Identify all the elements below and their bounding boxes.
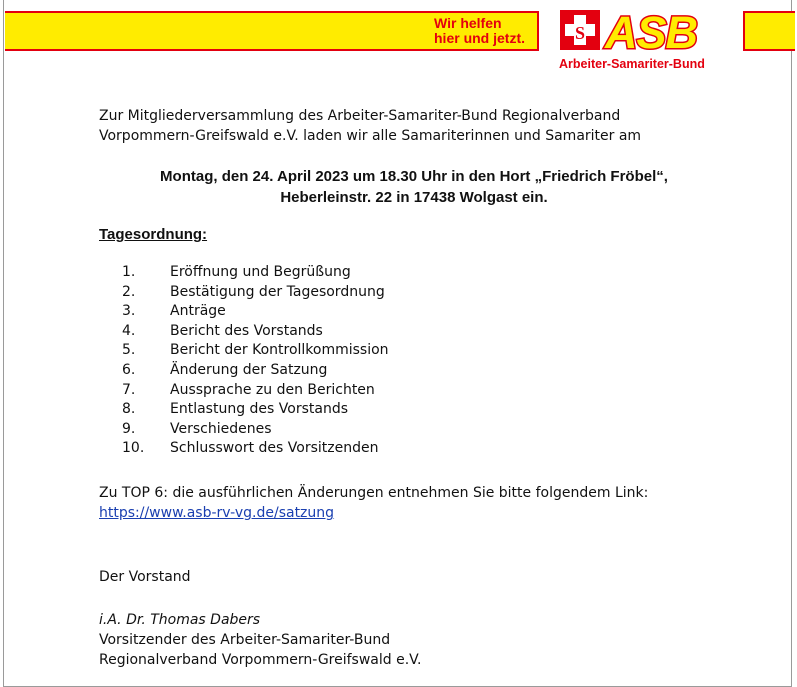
svg-text:S: S (574, 23, 586, 43)
agenda-item (122, 341, 389, 361)
agenda-item (122, 381, 389, 401)
header-band-right (743, 11, 795, 51)
asb-logo-mark (557, 7, 737, 57)
agenda-item-text: Bestätigung der Tagesordnung (170, 283, 385, 300)
signatory-role-line-1: Vorsitzender des Arbeiter-Samariter-Bund (99, 632, 391, 648)
slogan-line-2: hier und jetzt. (434, 30, 525, 46)
agenda-item-text: Eröffnung und Begrüßung (170, 264, 351, 280)
agenda-item-text: Bericht der Kontrollkommission (170, 342, 389, 359)
logo-subtitle: Arbeiter-Samariter-Bund (559, 57, 705, 71)
header-band-left (5, 11, 539, 51)
agenda-item (122, 420, 389, 440)
meeting-details (64, 166, 764, 208)
logo-wordmark: ASB (605, 7, 698, 57)
agenda-item-text: Änderung der Satzung (170, 361, 328, 378)
agenda-item-number: 10. (122, 440, 145, 457)
agenda-item-number: 5. (122, 342, 136, 359)
agenda-item-number: 8. (122, 401, 136, 418)
intro-line-2: Vorpommern-Greifswald e.V. laden wir alle Samariterinnen und Samariter am (99, 128, 642, 144)
agenda-item-text: Schlusswort des Vorsitzenden (170, 440, 379, 457)
slogan (434, 16, 525, 46)
meeting-line-2: Heberleinstr. 22 in 17438 Wolgast ein. (280, 189, 548, 206)
agenda-item-number: 3. (122, 303, 136, 320)
agenda-item-text: Verschiedenes (170, 420, 272, 437)
board-signoff: Der Vorstand (99, 569, 191, 585)
agenda-item-number: 7. (122, 381, 136, 398)
agenda-item (122, 302, 389, 322)
asb-logo (557, 7, 737, 73)
agenda-item (122, 283, 389, 303)
agenda-item (122, 322, 389, 342)
signatory-role-line-2: Regionalverband Vorpommern-Greifswald e.V. (99, 652, 422, 668)
agenda-list (122, 263, 389, 459)
agenda-item-number: 9. (122, 420, 136, 437)
agenda-item-text: Aussprache zu den Berichten (170, 381, 375, 398)
agenda-item-number: 2. (122, 283, 136, 300)
satzung-link[interactable]: https://www.asb-rv-vg.de/satzung (99, 505, 335, 521)
intro-paragraph (99, 106, 641, 146)
agenda-item-text: Anträge (170, 303, 226, 320)
agenda-item (122, 361, 389, 381)
agenda-item-text: Bericht des Vorstands (170, 322, 323, 339)
agenda-item-number: 1. (122, 264, 136, 280)
slogan-line-1: Wir helfen (434, 15, 502, 31)
agenda-item (122, 439, 389, 459)
agenda-item-text: Entlastung des Vorstands (170, 401, 349, 418)
meeting-line-1: Montag, den 24. April 2023 um 18.30 Uhr in den Hort „Friedrich Fröbel“, (160, 168, 668, 185)
intro-line-1: Zur Mitgliederversammlung des Arbeiter-Samariter-Bund Regionalverband (99, 108, 621, 124)
top6-note: Zu TOP 6: die ausführlichen Änderungen entnehmen Sie bitte folgendem Link: (99, 485, 649, 501)
agenda-heading: Tagesordnung: (99, 226, 208, 243)
document-page (3, 0, 792, 687)
agenda-item-number: 6. (122, 361, 136, 378)
agenda-item (122, 263, 389, 283)
agenda-item (122, 400, 389, 420)
signatory-name: i.A. Dr. Thomas Dabers (99, 612, 261, 628)
signature-block (99, 610, 421, 670)
agenda-item-number: 4. (122, 322, 136, 339)
